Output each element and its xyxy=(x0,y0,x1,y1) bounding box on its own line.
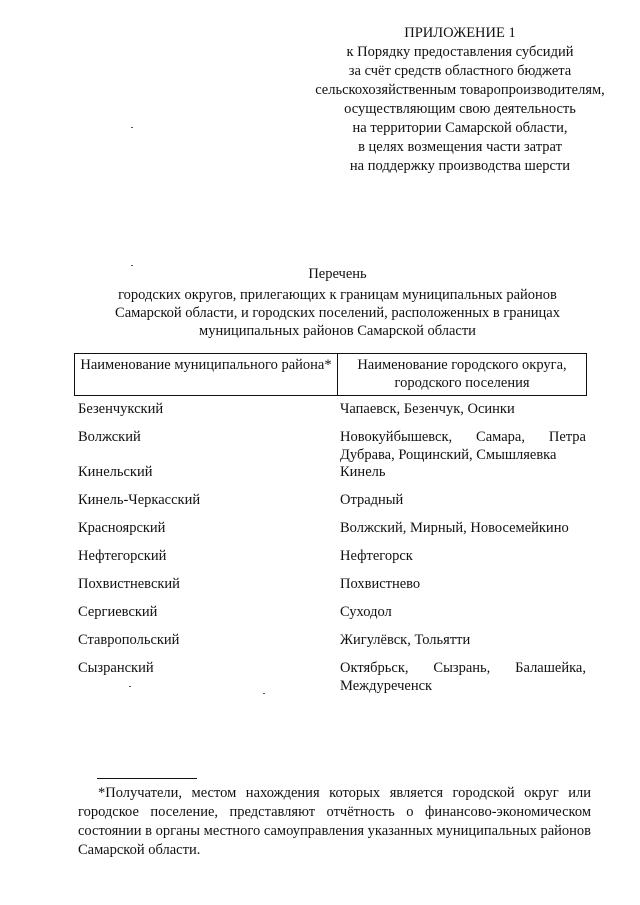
cities-list: Новокуйбышевск, Самара, Петра Дубрава, Рощинский, Смышляевка xyxy=(340,429,586,463)
title-line: городских округов, прилегающих к границам муниципальных районов xyxy=(118,287,557,303)
column-header-district: Наименование муниципального района* xyxy=(75,354,338,396)
title-line: муниципальных районов Самарской области xyxy=(199,323,476,339)
appendix-line: ПРИЛОЖЕНИЕ 1 xyxy=(404,25,516,41)
cities-list: Нефтегорск xyxy=(340,548,413,564)
appendix-line: в целях возмещения части затрат xyxy=(358,139,562,155)
district-name: Безенчукский xyxy=(78,401,164,417)
title-line: Самарской области, и городских поселений, расположенных в границах xyxy=(115,305,560,321)
appendix-line: осуществляющим свою деятельность xyxy=(344,101,576,117)
appendix-line: на поддержку производства шерсти xyxy=(349,158,571,174)
district-name: Сергиевский xyxy=(78,604,158,620)
title-main: Перечень xyxy=(308,266,367,282)
document-title xyxy=(60,265,615,340)
district-name: Ставропольский xyxy=(78,632,180,648)
cities-list: Жигулёвск, Тольятти xyxy=(340,632,471,648)
district-name: Кинельский xyxy=(78,464,153,480)
district-name: Сызранский xyxy=(78,660,154,676)
district-name: Красноярский xyxy=(78,520,166,536)
cities-list: Волжский, Мирный, Новосемейкино xyxy=(340,520,569,536)
table-header xyxy=(74,353,587,396)
appendix-header xyxy=(270,24,640,176)
cities-list: Чапаевск, Безенчук, Осинки xyxy=(340,401,515,417)
scan-speck xyxy=(131,127,133,128)
appendix-line: к Порядку предоставления субсидий xyxy=(346,44,574,60)
cities-list: Похвистнево xyxy=(340,576,421,592)
cities-list: Суходол xyxy=(340,604,392,620)
footnote-text: *Получатели, местом нахождения которых является городской округ или городское поселение, представляют отчётность о финансово-экономическом состоянии в органы местного самоуправления указанных муниципальных районов Самарской области. xyxy=(78,785,592,858)
appendix-line: на территории Самарской области, xyxy=(352,120,568,136)
footnote-rule xyxy=(97,778,197,779)
cities-list: Октябрьск, Сызрань, Балашейка, Междуреченск xyxy=(340,660,586,694)
scan-speck xyxy=(129,686,131,687)
scan-speck xyxy=(131,265,133,266)
district-name: Похвистневский xyxy=(78,576,180,592)
cities-list: Отрадный xyxy=(340,492,404,508)
district-name: Волжский xyxy=(78,429,141,445)
appendix-line: за счёт средств областного бюджета xyxy=(348,63,572,79)
district-name: Кинель-Черкасский xyxy=(78,492,201,508)
appendix-line: сельскохозяйственным товаропроизводителям, xyxy=(315,82,605,98)
scan-speck xyxy=(263,693,265,694)
cities-list: Кинель xyxy=(340,464,386,480)
district-name: Нефтегорский xyxy=(78,548,167,564)
column-header-cities: Наименование городского округа, городского поселения xyxy=(338,354,587,396)
